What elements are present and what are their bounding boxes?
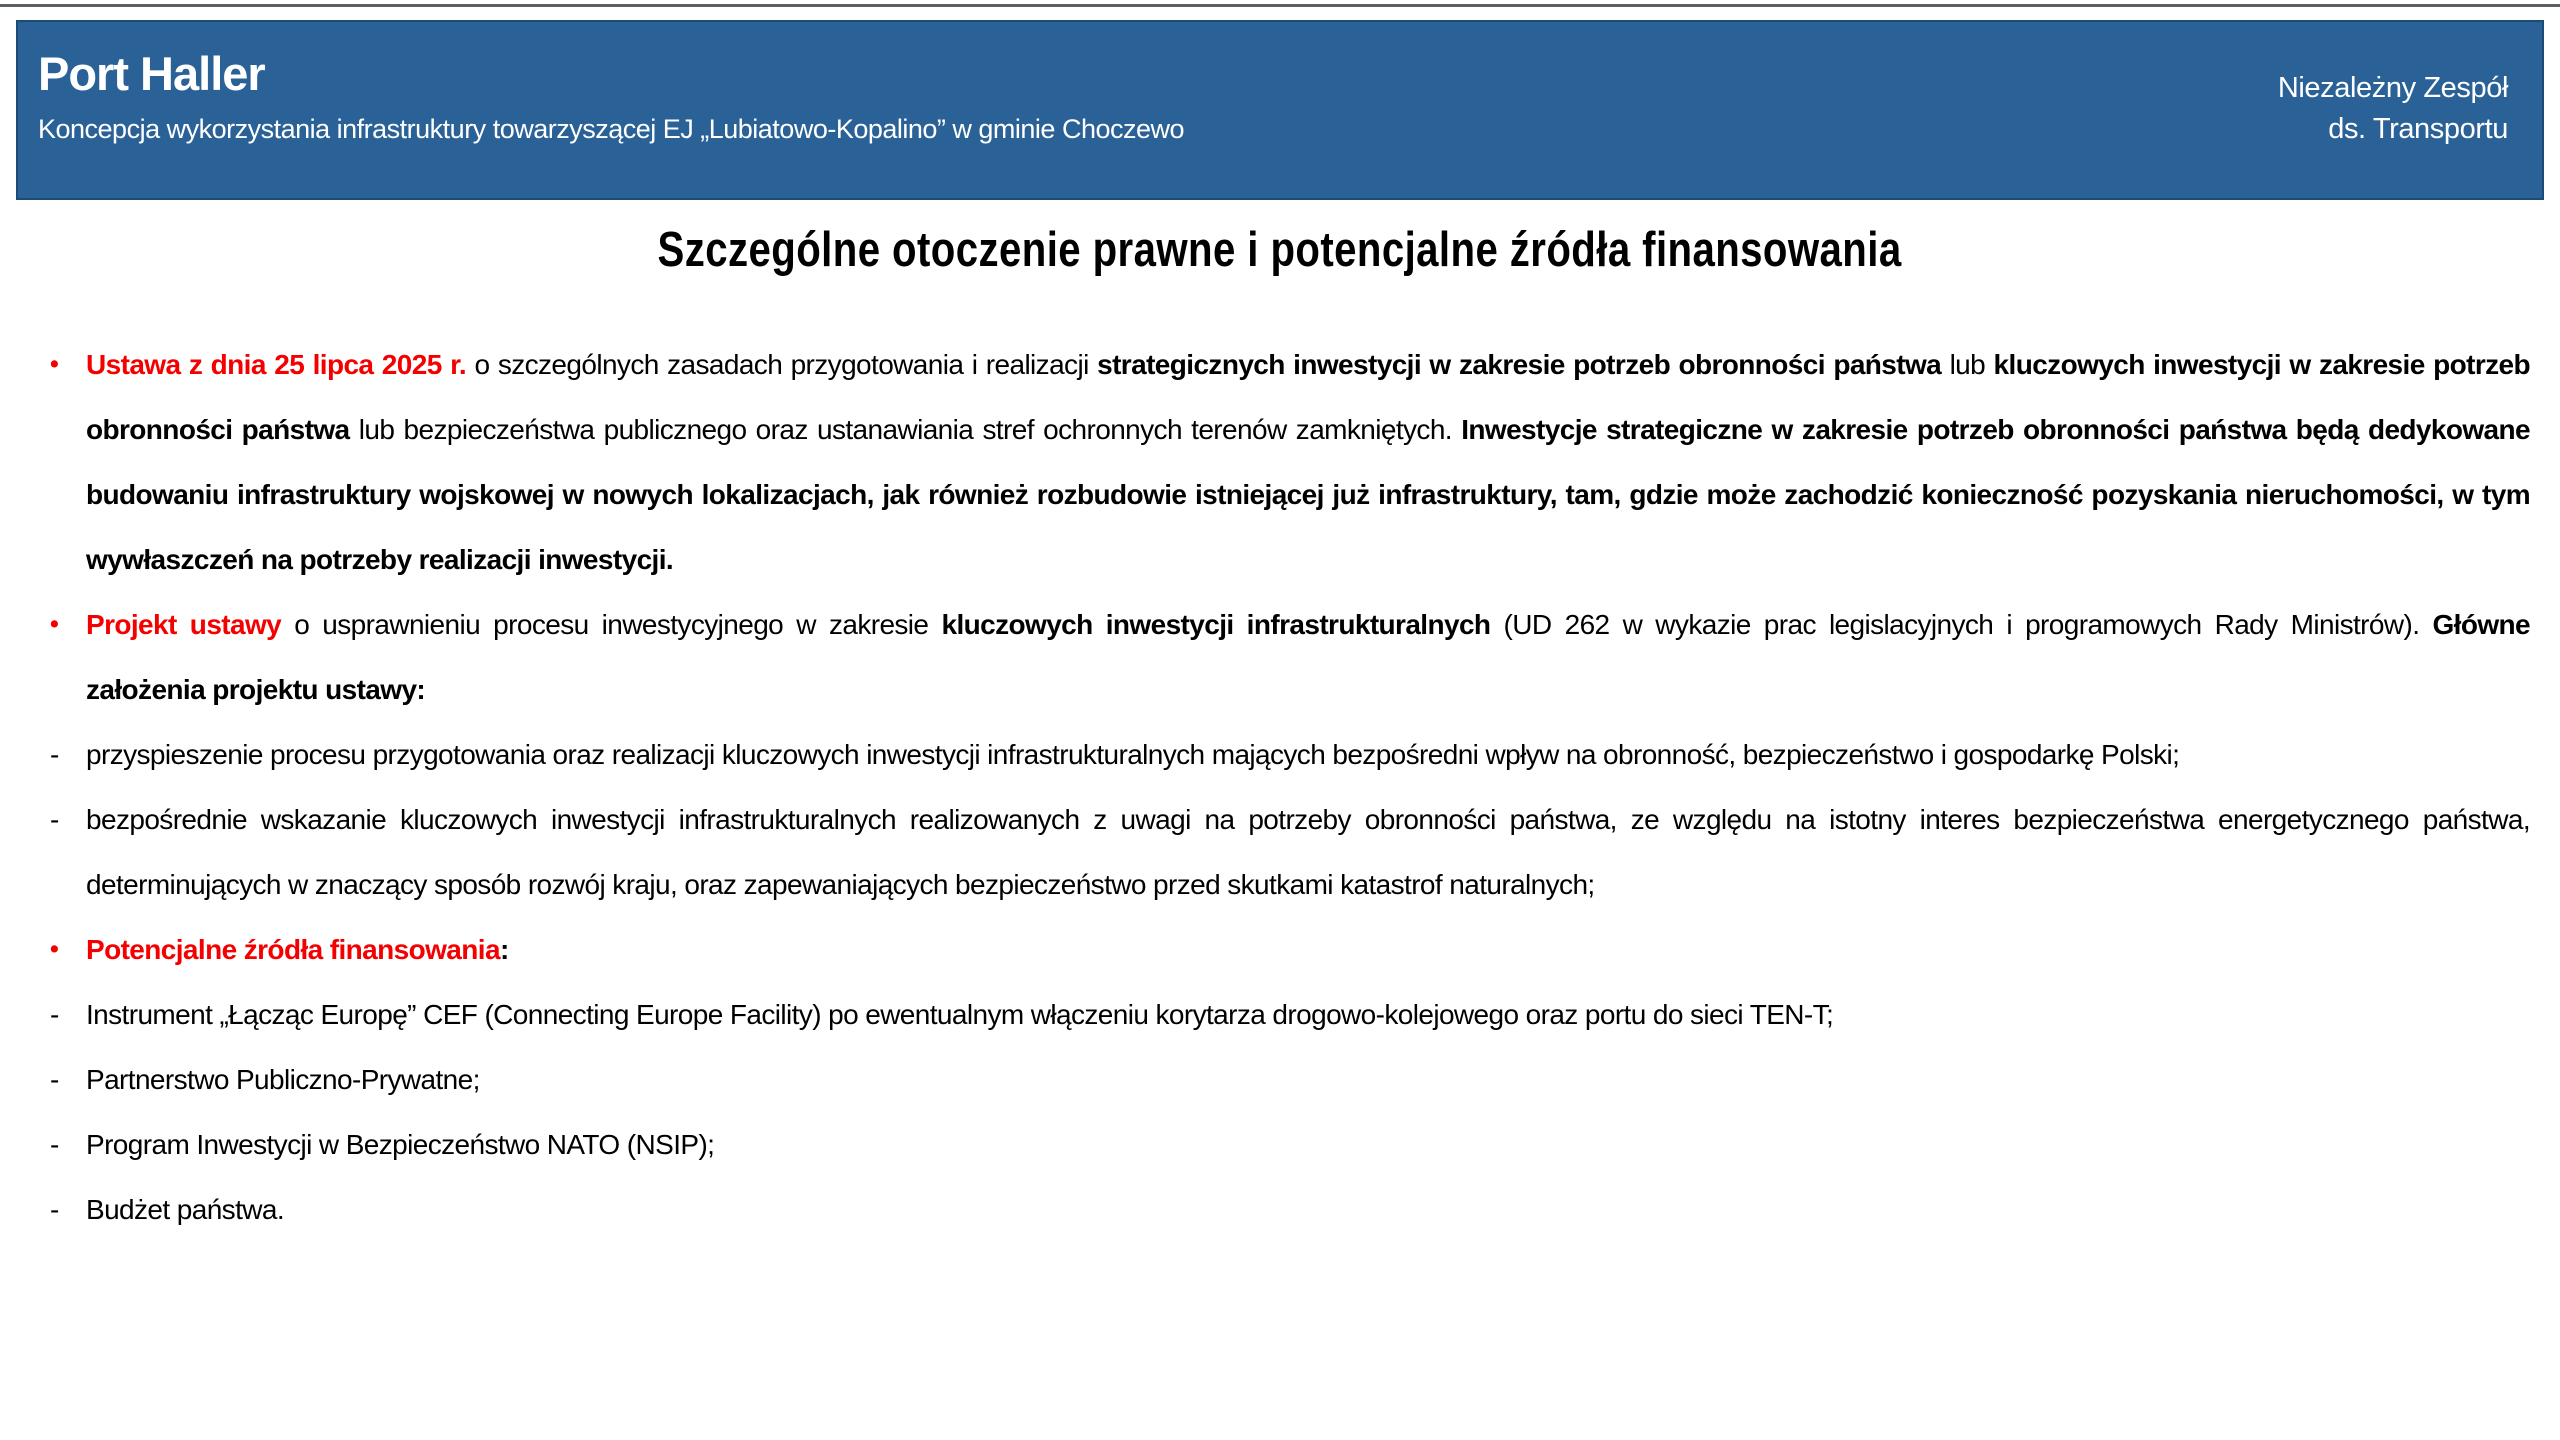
text-run: przyspieszenie procesu przygotowania oraz realizacji kluczowych inwestycji infrastrukturalnych mających bezpośredni wpływ na obronność, bezpieczeństwo i gospodarkę Polski; xyxy=(86,739,2180,770)
text-run: Główne założenia projektu ustawy: xyxy=(86,609,2531,705)
slide-title xyxy=(0,222,2560,278)
dash-marker: - xyxy=(50,1194,59,1225)
dash-item xyxy=(50,787,2530,917)
text-run: Program Inwestycji w Bezpieczeństwo NATO (NSIP); xyxy=(86,1129,715,1160)
text-run: (UD 262 w wykazie prac legislacyjnych i programowych Rady Ministrów). xyxy=(1490,609,2433,640)
text-run: lub bezpieczeństwa publicznego oraz ustanawiania stref ochronnych terenów zamkniętych. xyxy=(349,414,1462,445)
dash-item xyxy=(50,982,2530,1047)
dash-marker: - xyxy=(50,804,59,835)
dash-marker: - xyxy=(50,1129,59,1160)
dash-item xyxy=(50,1047,2530,1112)
text-run: strategicznych inwestycji w zakresie potrzeb obronności państwa xyxy=(1097,349,1942,380)
text-run: bezpośrednie wskazanie kluczowych inwestycji infrastrukturalnych realizowanych z uwagi na potrzeby obronności państwa, ze względu na istotny interes bezpieczeństwa energetycznego państwa, determinujących w znaczący sposób rozwój kraju, oraz zapewaniających bezpieczeństwo przed skutkami katastrof naturalnych; xyxy=(86,804,2530,900)
bullet-dot-marker: • xyxy=(50,935,59,963)
bullet-item xyxy=(50,917,2530,982)
bullet-dot-marker: • xyxy=(50,350,59,378)
slide-title-text: Szczególne otoczenie prawne i potencjalne źródła finansowania xyxy=(657,223,1903,277)
text-run: Instrument „Łącząc Europę” CEF (Connecting Europe Facility) po ewentualnym włączeniu korytarza drogowo-kolejowego oraz portu do sieci TEN-T; xyxy=(86,999,1834,1030)
text-run: Inwestycje strategiczne w zakresie potrzeb obronności państwa będą dedykowane budowaniu infrastruktury wojskowej w nowych lokalizacjach, jak również rozbudowie istniejącej już infrastruktury, tam, gdzie może zachodzić konieczność pozyskania nieruchomości, w tym wywłaszczeń na potrzeby realizacji inwestycji. xyxy=(86,414,2530,575)
dash-marker: - xyxy=(50,1064,59,1095)
content-list xyxy=(50,332,2530,1242)
dash-item xyxy=(50,722,2530,787)
dash-marker: - xyxy=(50,739,59,770)
org-line-2: ds. Transportu xyxy=(2328,113,2508,145)
text-run: o usprawnieniu procesu inwestycyjnego w zakresie xyxy=(281,609,942,640)
dash-item xyxy=(50,1177,2530,1242)
bullet-item xyxy=(50,592,2530,722)
text-run: Projekt ustawy xyxy=(86,609,282,640)
text-run: kluczowych inwestycji w zakresie potrzeb obronności państwa xyxy=(86,349,2530,445)
top-border xyxy=(0,4,2560,7)
header-subtitle: Koncepcja wykorzystania infrastruktury towarzyszącej EJ „Lubiatowo-Kopalino” w gminie Choczewo xyxy=(38,114,1185,144)
text-run: Partnerstwo Publiczno-Prywatne; xyxy=(86,1064,480,1095)
text-run: lub xyxy=(1941,349,1994,380)
text-run: o szczególnych zasadach przygotowania i realizacji xyxy=(466,349,1098,380)
bullet-dot-marker: • xyxy=(50,610,59,638)
text-run: : xyxy=(499,934,509,965)
text-run: Budżet państwa. xyxy=(86,1194,285,1225)
slide-header-bar xyxy=(16,20,2544,200)
text-run: Potencjalne źródła finansowania xyxy=(86,934,500,965)
text-run: kluczowych inwestycji infrastrukturalnych xyxy=(941,609,1491,640)
header-org-block xyxy=(2278,68,2508,150)
app-title: Port Haller xyxy=(38,47,265,100)
bullet-item xyxy=(50,332,2530,592)
text-run: Ustawa z dnia 25 lipca 2025 r. xyxy=(86,349,467,380)
dash-item xyxy=(50,1112,2530,1177)
dash-marker: - xyxy=(50,999,59,1030)
org-line-1: Niezależny Zespół xyxy=(2277,72,2508,104)
header-left-block xyxy=(38,46,1184,145)
